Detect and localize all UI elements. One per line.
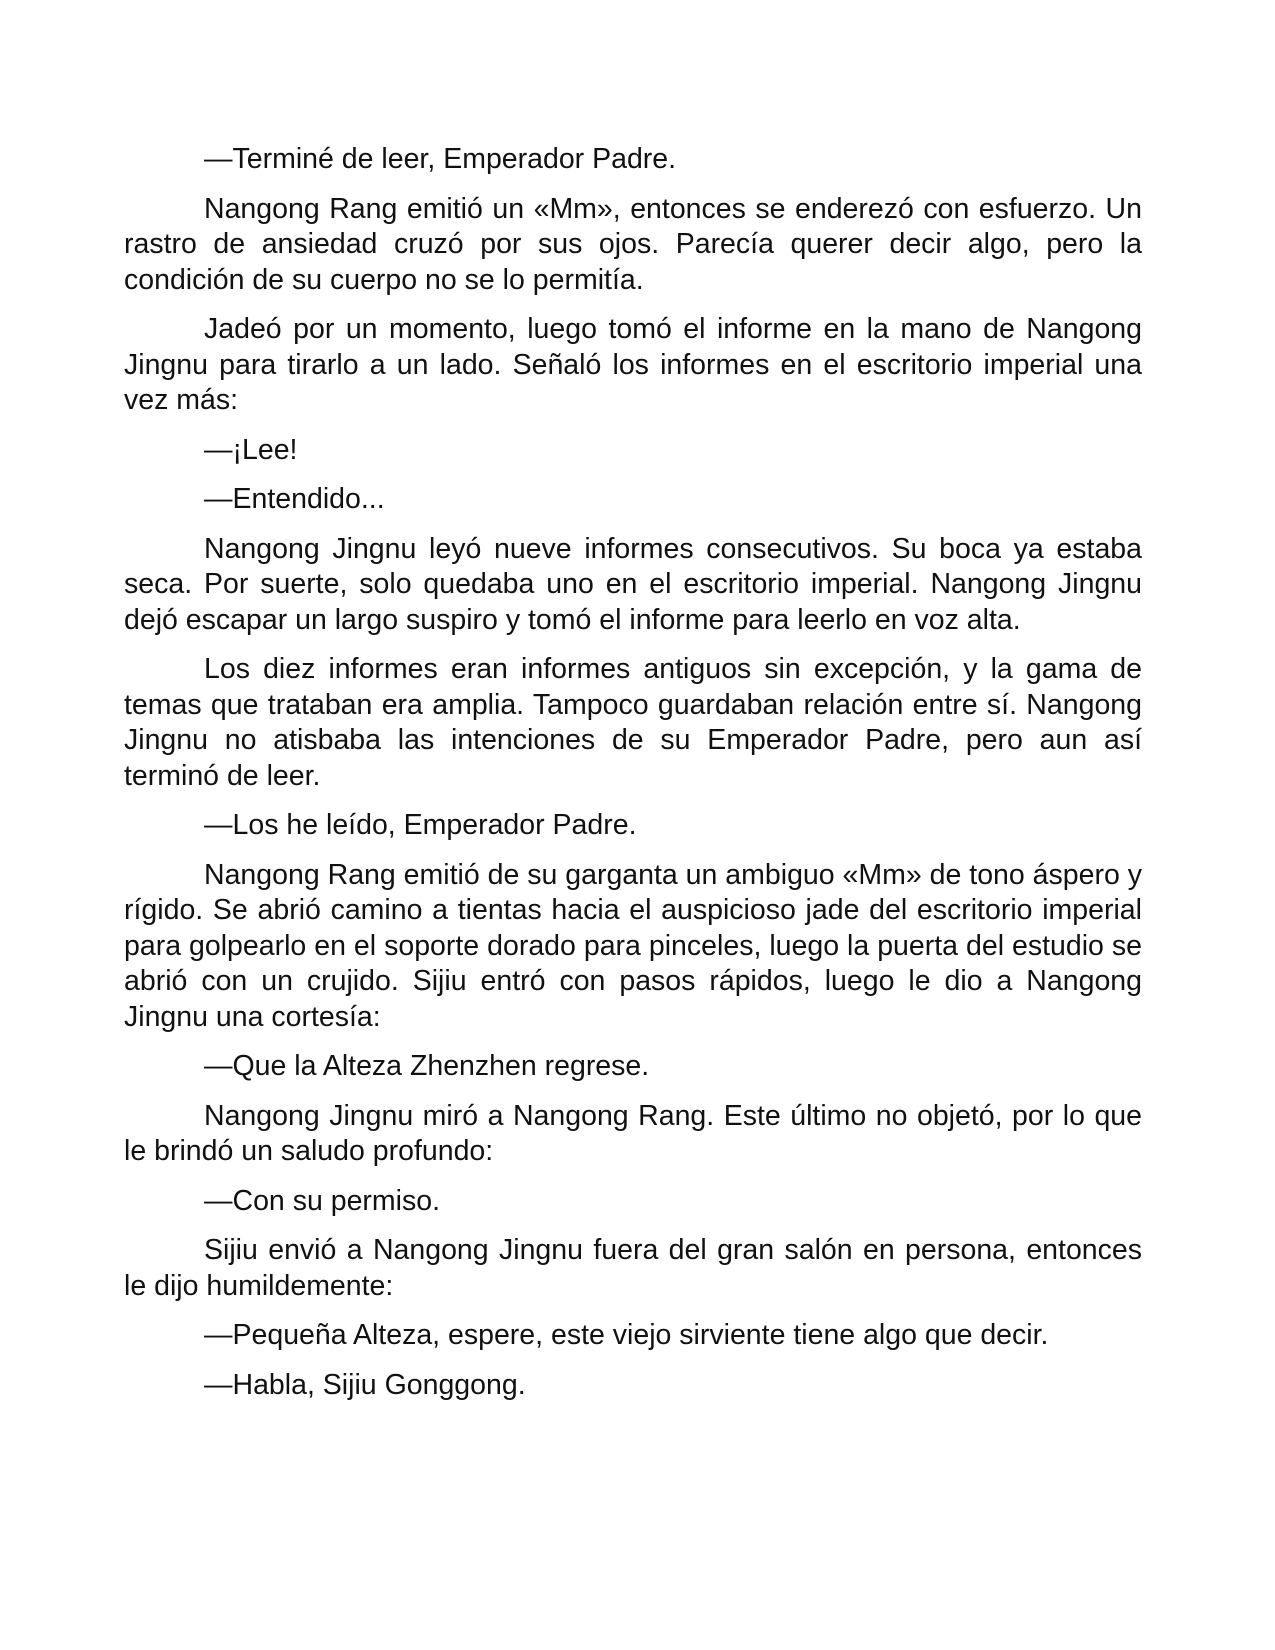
paragraph: —Pequeña Alteza, espere, este viejo sirviente tiene algo que decir. bbox=[204, 1319, 1049, 1351]
paragraph: —Los he leído, Emperador Padre. bbox=[204, 809, 637, 841]
paragraph: Nangong Rang emitió un «Mm», entonces se enderezó con esfuerzo. Un rastro de ansiedad cruzó por sus ojos. Parecía querer decir algo, pero la condición de su cuerpo no se lo permitía. bbox=[124, 192, 1142, 296]
paragraph: —Con su permiso. bbox=[204, 1184, 441, 1217]
paragraph: Jadeó por un momento, luego tomó el informe en la mano de Nangong Jingnu para tirarlo a un lado. Señaló los informes en el escritorio imperial una vez más: bbox=[124, 313, 1142, 416]
paragraph: Los diez informes eran informes antiguos sin excepción, y la gama de temas que trataban era amplia. Tampoco guardaban relación entre sí. Nangong Jingnu no atisbaba las intenciones de su Emperador Padre, pero aun así terminó de leer. bbox=[124, 653, 1142, 792]
paragraph: Nangong Jingnu leyó nueve informes consecutivos. Su boca ya estaba seca. Por suerte, solo quedaba uno en el escritorio imperial. Nangong Jingnu dejó escapar un largo suspiro y tomó el informe para leerlo en voz alta. bbox=[124, 532, 1142, 636]
paragraph: Nangong Rang emitió de su garganta un ambiguo «Mm» de tono áspero y rígido. Se abrió camino a tientas hacia el auspicioso jade del escritorio imperial para golpearlo en el soporte dorado para pinceles, luego la puerta del estudio se abrió con un crujido. Sijiu entró con pasos rápidos, luego le dio a Nangong Jingnu una cortesía: bbox=[124, 858, 1142, 1033]
paragraph: —Habla, Sijiu Gonggong. bbox=[204, 1368, 526, 1401]
document-page bbox=[124, 142, 1142, 1417]
paragraph: —Entendido... bbox=[204, 483, 385, 515]
paragraph: —Que la Alteza Zhenzhen regrese. bbox=[204, 1050, 650, 1082]
paragraph: —Terminé de leer, Emperador Padre. bbox=[204, 143, 677, 175]
paragraph: Sijiu envió a Nangong Jingnu fuera del gran salón en persona, entonces le dijo humildemente: bbox=[124, 1234, 1142, 1302]
paragraph: —¡Lee! bbox=[204, 433, 298, 466]
paragraph: Nangong Jingnu miró a Nangong Rang. Este último no objetó, por lo que le brindó un saludo profundo: bbox=[124, 1099, 1142, 1167]
